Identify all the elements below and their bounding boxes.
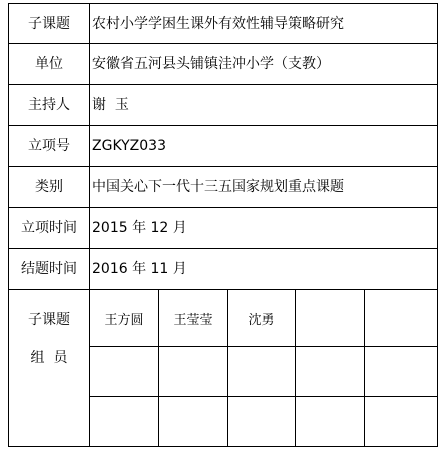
label-column-divider xyxy=(89,3,90,447)
members-label-line1: 子课题 xyxy=(28,312,70,328)
approval-date-value: 2015 年 12 月 xyxy=(92,220,187,236)
member-column-divider xyxy=(158,289,159,447)
subtopic-label: 子课题 xyxy=(28,15,70,32)
member-cell-empty xyxy=(296,290,364,346)
member-row-divider xyxy=(90,396,438,397)
category-label: 类别 xyxy=(35,179,63,195)
member-row-divider xyxy=(90,346,438,347)
member-name: 王莹莹 xyxy=(173,313,213,328)
project-number-label: 立项号 xyxy=(28,138,70,154)
member-cell-empty xyxy=(365,290,437,346)
project-number-value: ZGKYZ033 xyxy=(92,138,166,154)
completion-date-value: 2016 年 11 月 xyxy=(92,261,187,277)
members-label-line2: 组 员 xyxy=(30,350,68,366)
host-value: 谢 玉 xyxy=(92,97,129,113)
table-border-bottom xyxy=(8,446,438,447)
approval-date-label: 立项时间 xyxy=(21,220,77,236)
subtopic-value: 农村小学学困生课外有效性辅导策略研究 xyxy=(92,15,344,32)
member-name: 王方圆 xyxy=(104,313,144,328)
unit-value: 安徽省五河县头铺镇洼冲小学（支教） xyxy=(92,56,330,72)
unit-label: 单位 xyxy=(35,56,63,72)
table-border-right xyxy=(437,3,438,447)
member-column-divider xyxy=(227,289,228,447)
host-label: 主持人 xyxy=(28,97,70,113)
completion-date-label: 结题时间 xyxy=(21,261,77,277)
category-value: 中国关心下一代十三五国家规划重点课题 xyxy=(92,179,344,195)
member-name: 沈勇 xyxy=(248,313,275,328)
